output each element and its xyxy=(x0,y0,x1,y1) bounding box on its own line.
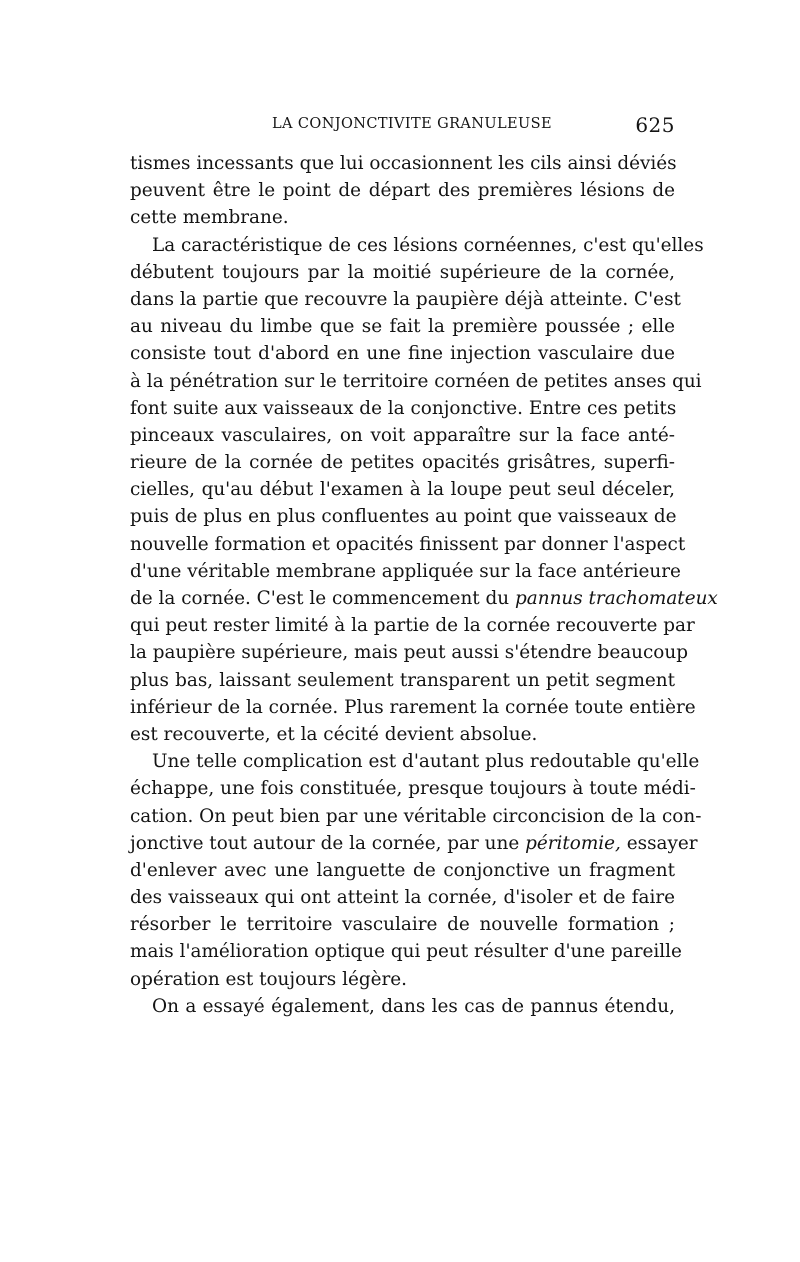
text-line: d'enlever avec une languette de conjonctive un fragment xyxy=(130,859,675,881)
running-head xyxy=(130,113,675,138)
text-line: mais l'amélioration optique qui peut résulter d'une pareille xyxy=(130,941,682,963)
text-line: qui peut rester limité à la partie de la cornée recouverte par xyxy=(130,615,695,637)
text-line: consiste tout d'abord en une fine injection vasculaire due xyxy=(130,343,675,365)
text-line: tismes incessants que lui occasionnent les cils ainsi déviés xyxy=(130,153,677,174)
text-run: essayer xyxy=(620,832,698,854)
text-line: des vaisseaux qui ont atteint la cornée, d'isoler et de faire xyxy=(130,887,675,909)
text-line: nouvelle formation et opacités finissent par donner l'aspect xyxy=(130,533,686,555)
text-line: est recouverte, et la cécité devient absolue. xyxy=(130,723,538,745)
text-line xyxy=(130,830,698,857)
text-line: inférieur de la cornée. Plus rarement la cornée toute entière xyxy=(130,696,696,718)
text-line: échappe, une fois constituée, presque toujours à toute médi- xyxy=(130,778,696,800)
text-run: jonctive tout autour de la cornée, par une xyxy=(130,832,526,854)
text-line xyxy=(130,585,718,612)
text-line: cielles, qu'au début l'examen à la loupe peut seul déceler, xyxy=(130,479,675,501)
text-line: débutent toujours par la moitié supérieure de la cornée, xyxy=(130,261,675,283)
text-line: Une telle complication est d'autant plus redoutable qu'elle xyxy=(152,751,700,773)
text-line: plus bas, laissant seulement transparent un petit segment xyxy=(130,669,675,691)
text-line: pinceaux vasculaires, on voit apparaître sur la face anté- xyxy=(130,424,675,446)
text-line: à la pénétration sur le territoire cornéen de petites anses qui xyxy=(130,370,702,392)
text-run: de la cornée. C'est le commencement du xyxy=(130,588,515,609)
text-line: dans la partie que recouvre la paupière déjà atteinte. C'est xyxy=(130,288,681,310)
text-line: au niveau du limbe que se fait la première poussée ; elle xyxy=(130,316,675,338)
text-line: puis de plus en plus confluentes au point que vaisseaux de xyxy=(130,506,677,528)
text-line: opération est toujours légère. xyxy=(130,968,408,990)
text-line: On a essayé également, dans les cas de pannus étendu, xyxy=(152,995,675,1017)
text-line: cation. On peut bien par une véritable circoncision de la con- xyxy=(130,805,702,827)
text-line: La caractéristique de ces lésions cornéennes, c'est qu'elles xyxy=(152,234,704,256)
text-line: d'une véritable membrane appliquée sur la face antérieure xyxy=(130,560,681,582)
text-line: rieure de la cornée de petites opacités grisâtres, superfi- xyxy=(130,452,675,474)
text-line: résorber le territoire vasculaire de nouvelle formation ; xyxy=(130,914,675,936)
italic-term: péritomie, xyxy=(525,832,621,854)
running-title: LA CONJONCTIVITE GRANULEUSE xyxy=(272,116,552,132)
text-line: la paupière supérieure, mais peut aussi s'étendre beaucoup xyxy=(130,642,688,664)
italic-term: pannus trachomateux xyxy=(514,588,718,609)
text-line: cette membrane. xyxy=(130,207,289,229)
page-number: 625 xyxy=(635,113,675,137)
text-line: font suite aux vaisseaux de la conjonctive. Entre ces petits xyxy=(130,397,677,419)
body-text xyxy=(130,150,718,1020)
text-line: peuvent être le point de départ des premières lésions de xyxy=(130,180,675,202)
